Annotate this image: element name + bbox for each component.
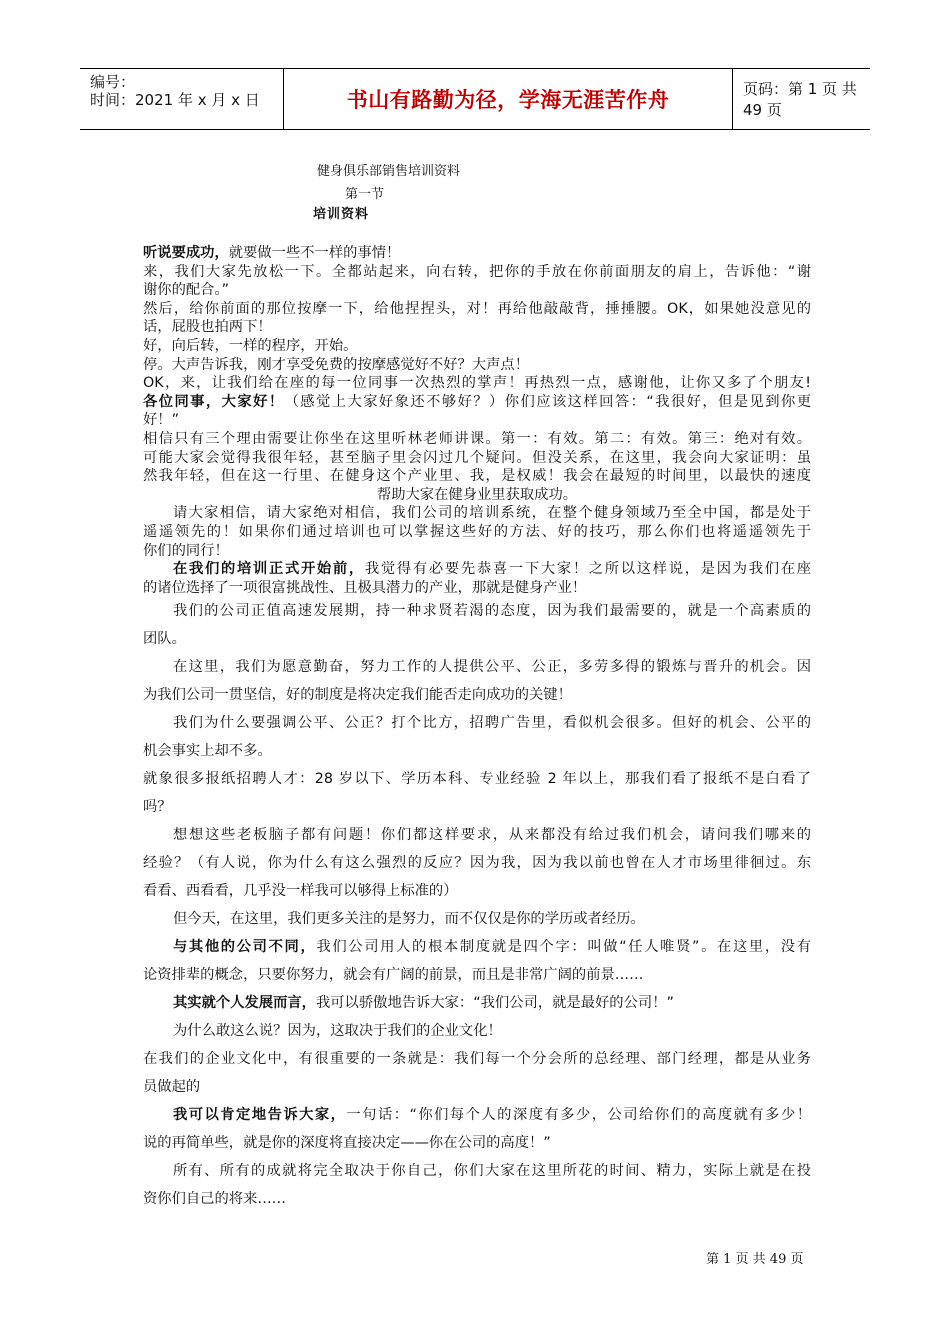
time-label: 时间：2021 年 x 月 x 日 [90,91,260,109]
paragraph-line: 为我们公司一贯坚信，好的制度是将决定我们能否走向成功的关键！ [143,687,572,704]
paragraph-line: 资你们自己的将来…… [143,1191,286,1208]
paragraph-line: 但今天，在这里，我们更多关注的是努力，而不仅仅是你的学历或者经历。 [173,911,645,928]
slogan: 书山有路勤为径，学海无涯苦作舟 [346,88,670,112]
paragraph-line [143,560,811,579]
paragraph-line: 停。大声告诉我，刚才享受免费的按摩感觉好不好？大声点！ [143,356,530,373]
paragraph-line: 为什么敢这么说？因为，这取决于我们的企业文化！ [173,1023,502,1040]
bold-lead: 其实就个人发展而言， [173,995,316,1012]
paragraph-line: 然后，给你前面的那位按摩一下，给他捏捏头，对！再给他敲敲背，捶捶腰。OK，如果她没意见的 [143,300,811,317]
wide-spacing-block [143,597,811,1213]
paragraph-line: 论资排辈的概念，只要你努力，就会有广阔的前景，而且是非常广阔的前景…… [143,967,644,984]
bold-lead: 听说要成功， [143,245,229,261]
paragraph-line [143,989,811,1017]
paragraph-line: 我们为什么要强调公平、公正？打个比方，招聘广告里，看似机会很多。但好的机会、公平的 [173,715,811,732]
header-meta [80,69,283,129]
paragraph-line: 你们的同行！ [143,542,229,559]
paragraph-line: 话，屁股也拍两下！ [143,319,272,336]
paragraph-line: 吗？ [143,799,172,816]
paragraph-line: 谢你的配合。” [143,282,230,299]
paragraph-line: 在我们的企业文化中，有很重要的一条就是：我们每一个分会所的总经理、部门经理，都是从业务 [143,1051,811,1068]
page-header [80,68,870,130]
text-span: （感觉上大家好象还不够好？）你们应该这样回答：“我很好，但是见到你更 [284,393,812,410]
paragraph-line: 看看、西看看，几乎没一样我可以够得上标准的） [143,883,458,900]
bold-lead: 我可以肯定地告诉大家， [173,1107,347,1124]
page-footer: 第 1 页 共 49 页 [706,1252,804,1267]
subtitle: 培训资料 [313,207,370,222]
paragraph-line: 帮助大家在健身业里获取成功。 [376,486,578,503]
text-span: 我觉得有必要先恭喜一下大家！之所以这样说，是因为我们在座 [364,561,812,578]
paragraph-line [143,1101,811,1129]
paragraph-line: 相信只有三个理由需要让你坐在这里听林老师讲课。第一：有效。第二：有效。第三：绝对有效。 [143,430,811,447]
paragraph-line [143,933,811,961]
text-span: 我可以骄傲地告诉大家：“我们公司，就是最好的公司！” [315,995,674,1012]
bold-lead: 在我们的培训正式开始前， [173,561,365,578]
paragraph-line: OK，来，让我们给在座的每一位同事一次热烈的掌声！再热烈一点，感谢他，让你又多了个朋友! [143,375,811,392]
paragraph-line: 所有、所有的成就将完全取决于你自己，你们大家在这里所花的时间、精力，实际上就是在投 [173,1163,811,1180]
doc-title: 健身俱乐部销售培训资料 [317,164,461,179]
paragraph-line: 请大家相信，请大家绝对相信，我们公司的培训系统，在整个健身领域乃至全中国，都是处于 [173,505,811,522]
paragraph-line: 想想这些老板脑子都有问题！你们都这样要求，从来都没有给过我们机会，请问我们哪来的 [173,827,811,844]
paragraph-line [143,393,811,412]
paragraph-line: 遥遥领先的！如果你们通过培训也可以掌握这些好的方法、好的技巧，那么你们也将遥遥领先于 [143,523,811,540]
paragraph-line: 来，我们大家先放松一下。全都站起来，向右转，把你的手放在你前面朋友的肩上，告诉他：“谢 [143,263,811,280]
paragraph-line: 可能大家会觉得我很年轻，甚至脑子里会闪过几个疑问。但没关系，在这里，我会向大家证明：虽 [143,449,811,466]
paragraph-line [143,244,811,263]
paragraph-line: 好！” [143,412,180,429]
text-span: 一句话：“你们每个人的深度有多少，公司给你们的高度就有多少！ [346,1107,812,1124]
header-slogan-cell [283,69,733,129]
bold-lead: 各位同事，大家好！ [143,393,285,410]
paragraph-line: 好，向后转，一样的程序，开始。 [143,337,358,354]
paragraph-line: 说的再简单些，就是你的深度将直接决定——你在公司的高度！” [143,1135,551,1152]
paragraph-line: 机会事实上却不多。 [143,743,272,760]
header-page-cell [733,69,870,129]
paragraph-line: 在这里，我们为愿意勤奋，努力工作的人提供公平、公正，多劳多得的锻炼与晋升的机会。因 [173,659,811,676]
paragraph-line: 的诸位选择了一项很富挑战性、且极具潜力的产业，那就是健身产业！ [143,579,587,596]
paragraph-line: 经验？（有人说，你为什么有这么强烈的反应？因为我，因为我以前也曾在人才市场里徘徊过。东 [143,855,811,872]
paragraph-line: 我们的公司正值高速发展期，持一种求贤若渴的态度，因为我们最需要的，就是一个高素质的 [173,603,811,620]
page-label: 页码：第 1 页 共 49 页 [743,80,857,119]
document-body [143,244,811,1213]
text-span: 就要做一些不一样的事情！ [228,245,401,261]
bold-lead: 与其他的公司不同， [173,939,317,956]
number-label: 编号： [90,73,136,91]
paragraph-line: 就象很多报纸招聘人才：28 岁以下、学历本科、专业经验 2 年以上，那我们看了报纸不是白看了 [143,771,811,788]
paragraph-line: 团队。 [143,631,186,648]
text-span: 我们公司用人的根本制度就是四个字：叫做“任人唯贤”。在这里，没有 [316,939,812,956]
section-title: 第一节 [345,187,385,202]
paragraph-line: 然我年轻，但在这一行里、在健身这个产业里、我，是权威！我会在最短的时间里，以最快的速度 [143,468,811,485]
paragraph-line: 员做起的 [143,1079,201,1096]
